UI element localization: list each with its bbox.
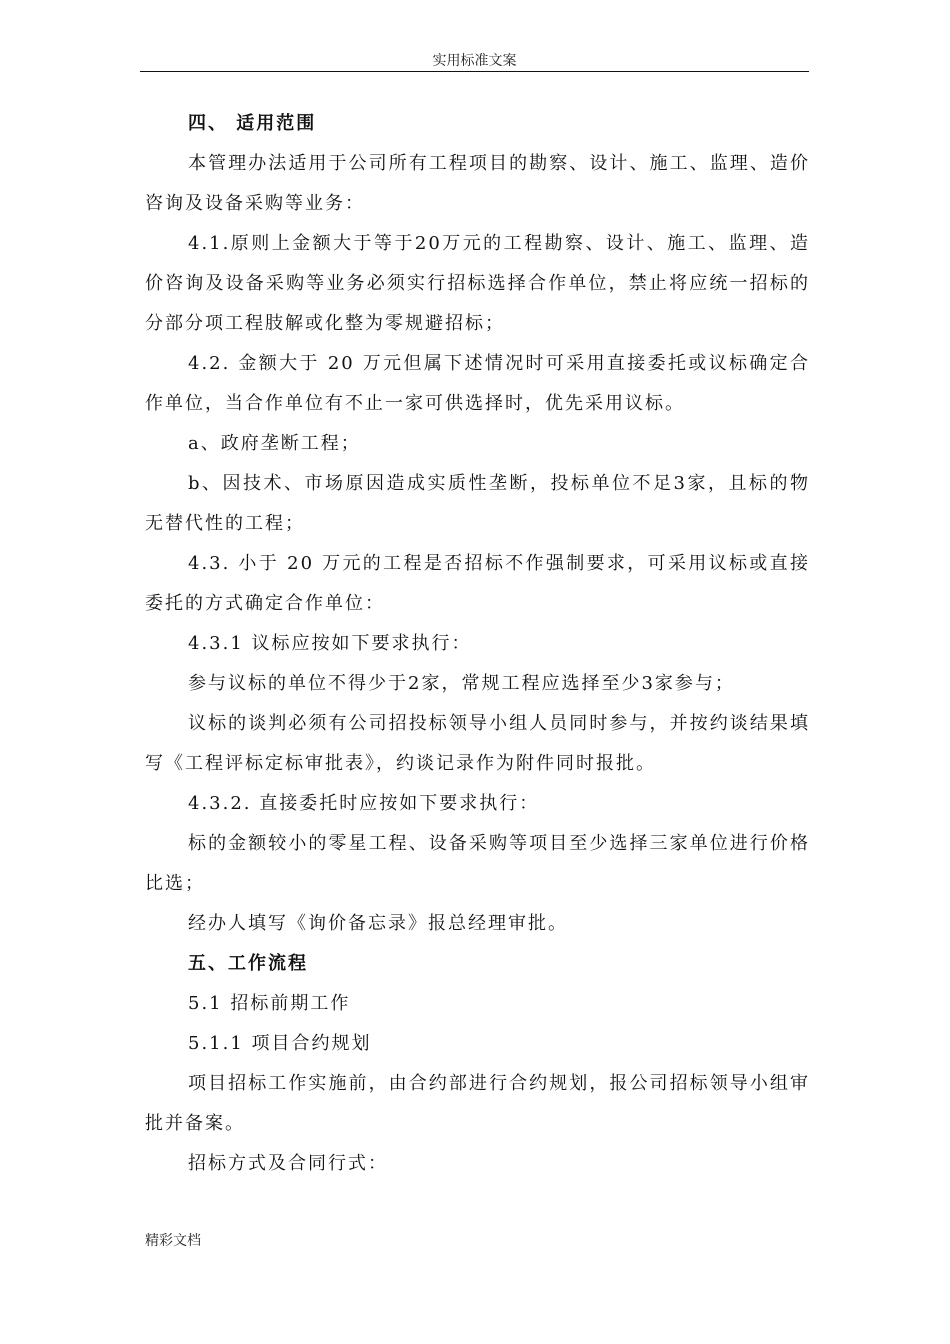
paragraph-4-3-1: 4.3.1 议标应按如下要求执行： [188, 633, 472, 654]
header-divider [140, 71, 809, 72]
page-footer-text: 精彩文档 [145, 1233, 201, 1249]
paragraph-contract-plan: 项目招标工作实施前，由合约部进行合约规划，报公司招标领导小组审批并备案。 [145, 1073, 810, 1134]
paragraph-4-3: 4.3. 小于 20 万元的工程是否招标不作强制要求，可采用议标或直接委托的方式确定合作单位： [145, 553, 810, 614]
list-item-a: a、政府垄断工程； [188, 433, 361, 454]
paragraph-inquiry-memo: 经办人填写《询价备忘录》报总经理审批。 [188, 913, 568, 934]
document-body [145, 104, 810, 1184]
paragraph-4-1: 4.1.原则上金额大于等于20万元的工程勘察、设计、施工、监理、造价咨询及设备采购等业务必须实行招标选择合作单位，禁止将应统一招标的分部分项工程肢解或化整为零规避招标； [145, 233, 810, 334]
section-heading-workflow: 五、工作流程 [188, 953, 308, 974]
paragraph-4-2: 4.2. 金额大于 20 万元但属下述情况时可采用直接委托或议标确定合作单位，当合作单位有不止一家可供选择时，优先采用议标。 [145, 353, 810, 414]
paragraph-bidders-min: 参与议标的单位不得少于2家，常规工程应选择至少3家参与； [188, 673, 735, 694]
paragraph-negotiation: 议标的谈判必须有公司招投标领导小组人员同时参与，并按约谈结果填写《工程评标定标审批表》，约谈记录作为附件同时报批。 [145, 713, 810, 774]
paragraph-price-compare: 标的金额较小的零星工程、设备采购等项目至少选择三家单位进行价格比选； [145, 833, 810, 894]
section-heading-scope: 四、 适用范围 [188, 113, 317, 134]
paragraph-5-1-1: 5.1.1 项目合约规划 [188, 1033, 372, 1054]
page-header-title: 实用标准文案 [432, 53, 517, 69]
paragraph-scope-intro: 本管理办法适用于公司所有工程项目的勘察、设计、施工、监理、造价咨询及设备采购等业务： [145, 153, 810, 214]
paragraph-4-3-2: 4.3.2. 直接委托时应按如下要求执行： [188, 793, 540, 814]
paragraph-5-1: 5.1 招标前期工作 [188, 993, 351, 1014]
paragraph-tender-method: 招标方式及合同行式： [188, 1153, 388, 1174]
list-item-b: b、因技术、市场原因造成实质性垄断，投标单位不足3家，且标的物无替代性的工程； [145, 473, 810, 534]
